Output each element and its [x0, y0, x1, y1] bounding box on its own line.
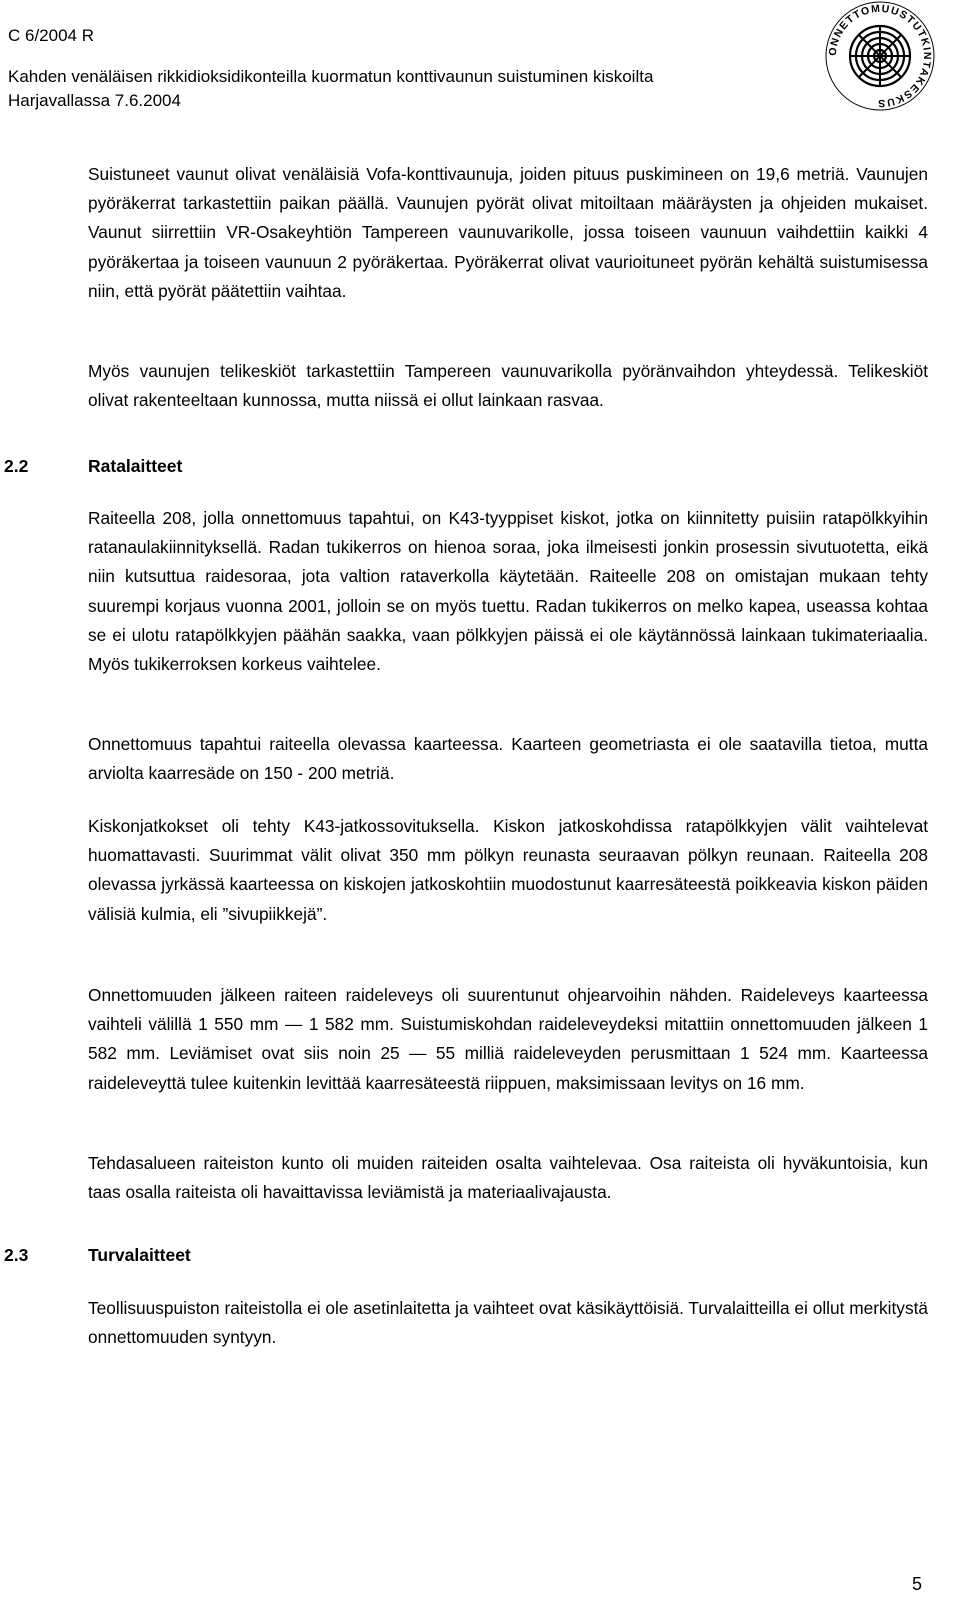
report-code: C 6/2004 R [8, 26, 94, 45]
paragraph-wheelsets: Suistuneet vaunut olivat venäläisiä Vofa-konttivaunuja, joiden pituus puskimineen on 19,6 metriä. Vaunujen pyöräkerrat tarkastettiin paikan päällä. Vaunujen pyörät olivat mitoiltaan määräysten ja ohjeiden mukaiset. Vaunut siirrettiin VR-Osakeyhtiön Tampereen vaunuvarikolle, jossa toiseen vaunuun vaihdettiin kaikki 4 pyöräkertaa ja toiseen vaunuun 2 pyöräkertaa. Pyöräkerrat olivat vaurioituneet pyörän kehältä suistumisessa niin, että pyörät päätettiin vaihtaa. [88, 164, 928, 301]
section-number: 2.2 [4, 456, 29, 476]
paragraph-bogie-centers: Myös vaunujen telikeskiöt tarkastettiin Tampereen vaunuvarikolla pyöränvaihdon yhteydessä. Telikeskiöt olivat rakenteeltaan kunnossa, mutta niissä ei ollut lainkaan rasvaa. [88, 361, 928, 411]
paragraph-block [88, 504, 928, 679]
paragraph-curve: Onnettomuus tapahtui raiteella olevassa kaarteessa. Kaarteen geometriasta ei ole saatavilla tietoa, mutta arviolta kaarresäde on 150 - 200 metriä. [88, 734, 928, 784]
page-number: 5 [912, 1574, 923, 1594]
paragraph-block [88, 730, 928, 788]
paragraph-gauge: Onnettomuuden jälkeen raiteen raideleveys oli suurentunut ohjearvoihin nähden. Raideleveys kaarteessa vaihteli välillä 1 550 mm — 1 582 mm. Suistumiskohdan raideleveydeksi mitattiin onnettomuuden jälkeen 1 582 mm. Leviämiset ovat siis noin 25 — 55 milliä raideleveyden perusmittaan 1 524 mm. Kaarteessa raideleveyttä tulee kuitenkin levittää kaarresäteestä riippuen, maksimissaan levitys on 16 mm. [88, 985, 928, 1093]
paragraph-rail-joints: Kiskonjatkokset oli tehty K43-jatkossovituksella. Kiskon jatkoskohdissa ratapölkkyjen välit vaihtelevat huomattavasti. Suurimmat välit olivat 350 mm pölkyn reunasta seuraavan pölkyn reunaan. Raiteella 208 olevassa jyrkässä kaarteessa on kiskojen jatkoskohtiin muodostunut kaarresäteestä poikkeavia kiskon päiden välisiä kulmia, eli ”sivupiikkejä”. [88, 816, 928, 924]
report-title: Kahden venäläisen rikkidioksidikonteilla kuormatun konttivaunun suistuminen kiskoilta [8, 67, 654, 86]
paragraph-block [88, 1149, 928, 1207]
paragraph-factory-tracks: Tehdasalueen raiteiston kunto oli muiden raiteiden osalta vaihtelevaa. Osa raiteista oli hyväkuntoisia, kun taas osalla raiteista oli havaittavissa leviämistä ja materiaalivajausta. [88, 1153, 928, 1203]
report-location-date: Harjavallassa 7.6.2004 [8, 91, 181, 110]
paragraph-block [88, 160, 928, 306]
onnettomuustutkintakeskus-logo [824, 0, 936, 112]
paragraph-block [88, 812, 928, 929]
paragraph-block [88, 1294, 928, 1352]
paragraph-track-208: Raiteella 208, jolla onnettomuus tapahtui, on K43-tyyppiset kiskot, jotka on kiinnitetty puisiin ratapölkkyihin ratanaulakiinnityksellä. Radan tukikerros on hienoa soraa, joka ilmeisesti jonkin prosessin sivutuotetta, eikä niin kutsuttua raidesoraa, jota valtion rataverkolla käytetään. Raiteelle 208 on omistajan mukaan tehty suurempi korjaus vuonna 2001, jolloin se on myös tuettu. Radan tukikerros on melko kapea, useassa kohtaa se ei ulotu ratapölkkyjen päähän saakka, vaan pölkkyjen päissä ei ole käytännössä lainkaan tukimateriaalia. Myös tukikerroksen korkeus vaihtelee. [88, 508, 928, 675]
paragraph-block [88, 357, 928, 415]
section-number: 2.3 [4, 1245, 29, 1265]
section-title-safety: Turvalaitteet [88, 1245, 191, 1265]
section-title-track: Ratalaitteet [88, 456, 183, 476]
paragraph-block [88, 981, 928, 1098]
svg-text:ONNETTOMUUSTUTKINTAKESKUS: ONNETTOMUUSTUTKINTAKESKUS [826, 2, 934, 110]
paragraph-safety-devices: Teollisuuspuiston raiteistolla ei ole asetinlaitetta ja vaihteet ovat käsikäyttöisiä. Turvalaitteilla ei ollut merkitystä onnettomuuden syntyyn. [88, 1298, 928, 1348]
